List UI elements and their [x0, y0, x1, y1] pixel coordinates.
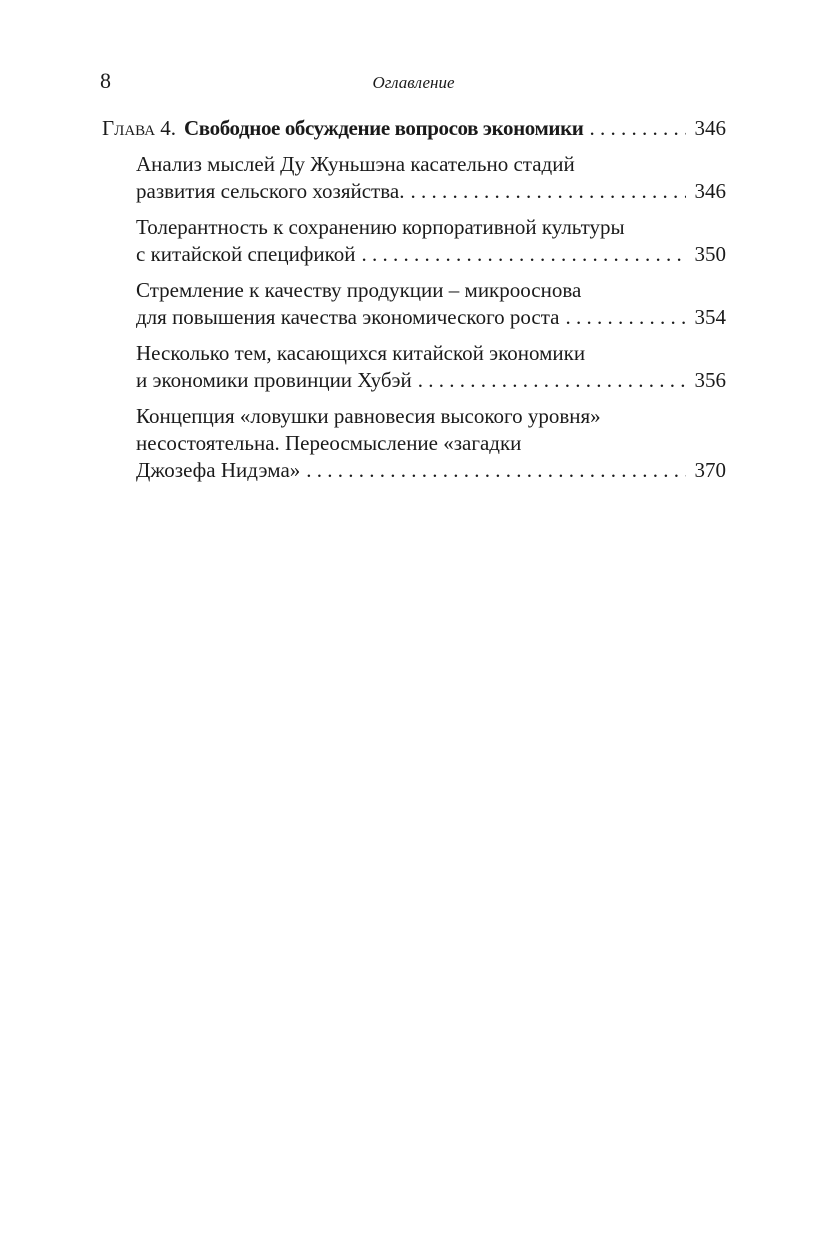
chapter-page: 346	[694, 116, 726, 140]
entry-page: 346	[694, 179, 726, 203]
entry-title-line: Стремление к качеству продукции – микрооснова	[136, 278, 582, 302]
toc-entry[interactable]	[136, 151, 726, 205]
toc-entry[interactable]	[136, 277, 726, 331]
entry-title-line: для повышения качества экономического роста	[136, 305, 560, 329]
running-head: Оглавление	[372, 73, 455, 92]
chapter-entry[interactable]	[102, 114, 726, 142]
leader-dots	[362, 241, 686, 268]
entry-title-line: Толерантность к сохранению корпоративной культуры	[136, 215, 625, 239]
toc-entry[interactable]	[136, 214, 726, 268]
entry-page: 356	[694, 368, 726, 392]
entry-title-line: несостоятельна. Переосмысление «загадки	[136, 431, 522, 455]
entry-title-line: с китайской спецификой	[136, 242, 356, 266]
toc-entry[interactable]	[136, 403, 726, 484]
chapter-number: Глава 4.	[102, 116, 177, 140]
entry-title-line: развития сельского хозяйства.	[136, 179, 405, 203]
leader-dots	[590, 114, 687, 142]
page-number: 8	[100, 68, 111, 93]
entry-title-line: Несколько тем, касающихся китайской экономики	[136, 341, 586, 365]
leader-dots	[306, 457, 686, 484]
entry-title-line: Концепция «ловушки равновесия высокого уровня»	[136, 404, 601, 428]
table-of-contents	[102, 114, 726, 484]
entry-page: 354	[694, 305, 726, 329]
leader-dots	[566, 304, 686, 331]
leader-dots	[410, 178, 686, 205]
chapter-title: Свободное обсуждение вопросов экономики	[184, 116, 584, 140]
entry-title-line: Анализ мыслей Ду Жуньшэна касательно стадий	[136, 152, 575, 176]
leader-dots	[418, 367, 686, 394]
entry-title-line: Джозефа Нидэма»	[136, 458, 301, 482]
entry-page: 350	[694, 242, 726, 266]
toc-entry[interactable]	[136, 340, 726, 394]
entry-title-line: и экономики провинции Хубэй	[136, 368, 412, 392]
entry-page: 370	[694, 458, 726, 482]
